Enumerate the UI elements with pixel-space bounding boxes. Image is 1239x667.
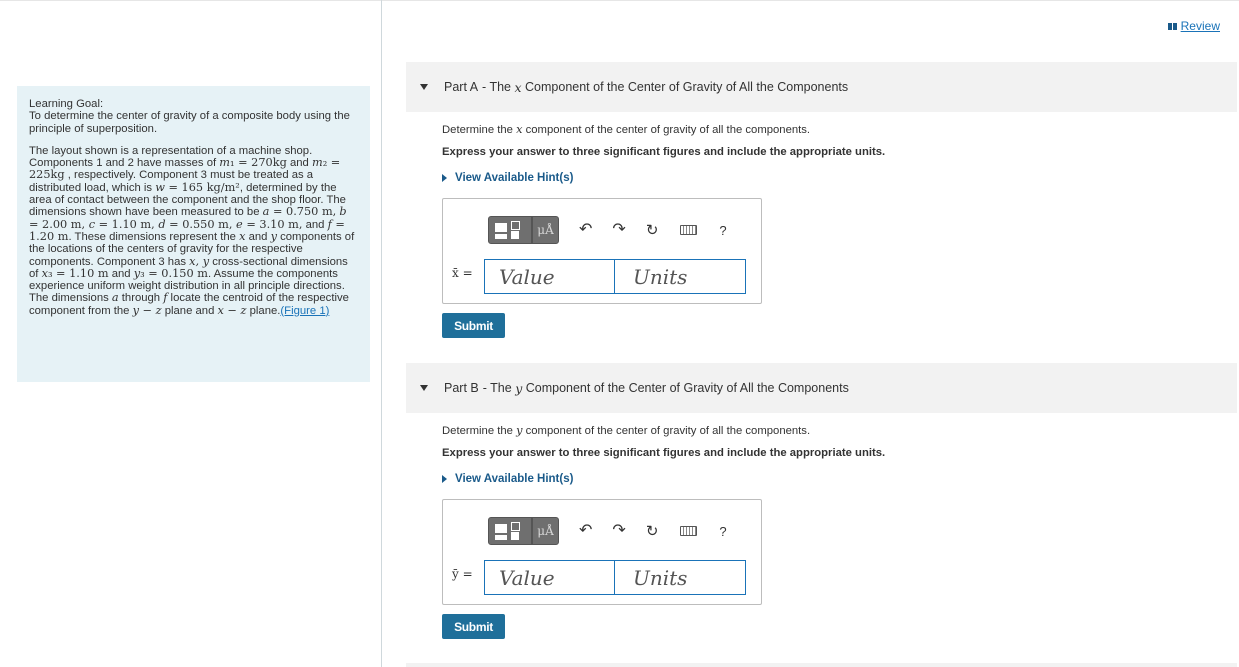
learning-goal-panel bbox=[17, 86, 370, 382]
next-part-header-edge bbox=[406, 663, 1237, 667]
learning-goal-title: Learning Goal: bbox=[29, 98, 104, 110]
math-toolbar bbox=[488, 517, 727, 545]
part-a-prompt: Determine the x component of the center of gravity of all the components. bbox=[442, 123, 811, 136]
review-link[interactable] bbox=[1168, 19, 1220, 33]
part-a-answer-box bbox=[442, 198, 762, 304]
redo-icon[interactable]: ↷ bbox=[612, 221, 626, 238]
reset-icon[interactable]: ↻ bbox=[645, 221, 659, 239]
part-b-title: Component of the Center of Gravity of All the Components bbox=[525, 381, 849, 395]
answer-variable-label: x̄ = bbox=[452, 266, 473, 280]
column-divider bbox=[381, 0, 382, 667]
part-b-instructions: Express your answer to three significant figures and include the appropriate units. bbox=[442, 447, 886, 459]
top-rule bbox=[0, 0, 1239, 1]
part-a-header[interactable]: Part A - The x Component of the Center of Gravity of All the Components bbox=[406, 62, 1237, 112]
learning-goal-text: To determine the center of gravity of a composite body using the principle of superposition. bbox=[29, 110, 350, 135]
collapse-caret-icon bbox=[420, 385, 428, 391]
templates-button[interactable] bbox=[488, 216, 532, 244]
math-toolbar bbox=[488, 216, 727, 244]
keyboard-icon[interactable] bbox=[680, 225, 697, 235]
part-b-submit-button[interactable]: Submit bbox=[442, 614, 505, 639]
redo-icon[interactable]: ↷ bbox=[612, 522, 626, 539]
part-b-hint-toggle[interactable]: View Available Hint(s) bbox=[442, 473, 573, 485]
units-input[interactable]: Units bbox=[614, 259, 746, 294]
review-icon bbox=[1168, 23, 1177, 30]
help-icon[interactable]: ? bbox=[719, 222, 727, 238]
keyboard-icon[interactable] bbox=[680, 526, 697, 536]
help-icon[interactable]: ? bbox=[719, 523, 727, 539]
part-b-header[interactable]: Part B - The y Component of the Center of Gravity of All the Components bbox=[406, 363, 1237, 413]
part-a-instructions: Express your answer to three significant figures and include the appropriate units. bbox=[442, 146, 886, 158]
templates-button[interactable] bbox=[488, 517, 532, 545]
units-button[interactable]: μÅ bbox=[532, 517, 559, 545]
answer-variable-label: ȳ = bbox=[452, 567, 473, 581]
figure-1-link[interactable]: (Figure 1) bbox=[280, 304, 330, 317]
undo-icon[interactable]: ↶ bbox=[579, 522, 593, 539]
problem-statement: The layout shown is a representation of a machine shop. Components 1 and 2 have masses of m₁ = 270kg and m₂ = 225kg , respectively. Component 3 must be treated as a distributed load, which is w = 165 kg/m², determined by the area of contact between the component and the shop floor. The dimensions shown have been measured to be a = 0.750 m, b = 2.00 m, c = 1.10 m, d = 0.550 m, e = 3.10 m, and f = 1.20 m. These dimensions represent the x and y components of the locations of the centers of gravity for the respective components. Component 3 has x, y cross-sectional dimensions of x₃ = 1.10 m and y₃ = 0.150 m. Assume the components experience uniform weight distribution in all principle directions. The dimensions a through f locate the centroid of the respective component from the y − z plane and x − z plane.(Figure 1) bbox=[29, 144, 355, 317]
review-label: Review bbox=[1180, 19, 1220, 33]
part-b-answer-box bbox=[442, 499, 762, 605]
expand-triangle-icon bbox=[442, 174, 447, 182]
part-a-hint-toggle[interactable]: View Available Hint(s) bbox=[442, 172, 573, 184]
part-a-title: Component of the Center of Gravity of All the Components bbox=[525, 80, 849, 94]
part-b-prompt: Determine the y component of the center of gravity of all the components. bbox=[442, 424, 811, 437]
units-input[interactable]: Units bbox=[614, 560, 746, 595]
part-a-label: Part A bbox=[444, 80, 479, 94]
value-input[interactable]: Value bbox=[484, 560, 615, 595]
value-input[interactable]: Value bbox=[484, 259, 615, 294]
undo-icon[interactable]: ↶ bbox=[579, 221, 593, 238]
part-b-label: Part B bbox=[444, 381, 479, 395]
part-a-submit-button[interactable]: Submit bbox=[442, 313, 505, 338]
units-button[interactable]: μÅ bbox=[532, 216, 559, 244]
collapse-caret-icon bbox=[420, 84, 428, 90]
expand-triangle-icon bbox=[442, 475, 447, 483]
reset-icon[interactable]: ↻ bbox=[645, 522, 659, 540]
